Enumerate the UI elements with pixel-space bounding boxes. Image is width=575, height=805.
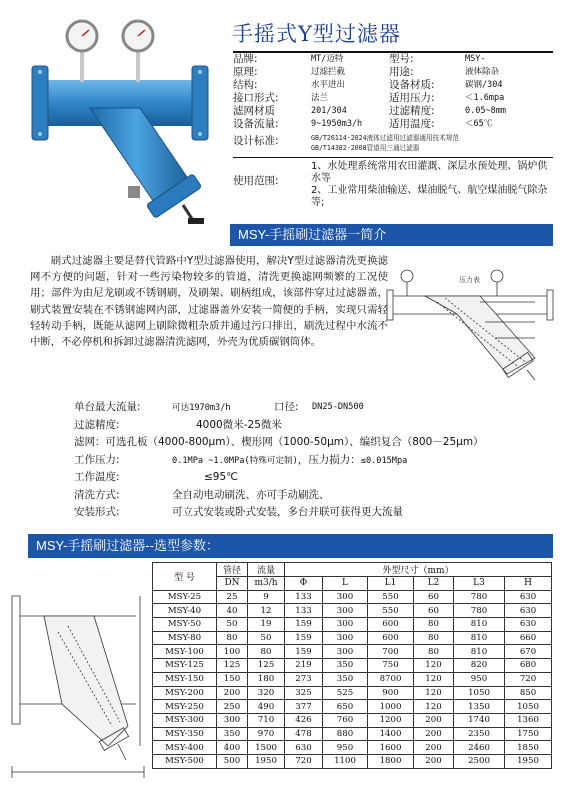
table-cell: 600 — [368, 618, 414, 632]
table-cell: 1200 — [368, 713, 414, 727]
table-cell-model: MSY-80 — [153, 631, 217, 645]
param-label: 单台最大流量: — [74, 401, 141, 413]
spec-label: 型号: — [389, 53, 414, 65]
table-cell-model: MSY-50 — [153, 618, 217, 632]
table-row — [153, 686, 552, 700]
param-label: 口径: — [274, 401, 299, 413]
table-cell: 400 — [217, 741, 248, 755]
table-cell: 350 — [323, 672, 368, 686]
param-row-precision — [74, 417, 544, 435]
param-value: ≤95℃ — [204, 471, 238, 483]
table-cell: 159 — [285, 645, 323, 659]
table-cell: 300 — [323, 631, 368, 645]
filter-dimension-diagram — [8, 576, 148, 782]
spec-value: 水平进出 — [311, 80, 346, 90]
selection-section-bar: MSY-手摇刷过滤器--选型参数： — [28, 534, 553, 558]
spec-rows — [233, 51, 553, 131]
param-row-install — [74, 504, 544, 522]
table-cell: 750 — [368, 659, 414, 673]
table-cell: 810 — [454, 645, 505, 659]
table-cell: 1350 — [454, 700, 505, 714]
spec-value: ＜1.6mpa — [465, 93, 505, 103]
table-cell: 1100 — [323, 754, 368, 768]
spec-row — [233, 118, 553, 131]
col-header-flow: 流量 — [248, 563, 285, 577]
table-cell: 525 — [323, 686, 368, 700]
table-cell: 300 — [323, 645, 368, 659]
col-header-l1: L1 — [368, 577, 414, 591]
table-cell-model: MSY-125 — [153, 659, 217, 673]
param-row-pressure — [74, 452, 544, 470]
table-cell: 950 — [454, 672, 505, 686]
table-cell: 1950 — [505, 754, 552, 768]
table-cell: 1950 — [248, 754, 285, 768]
spec-value: 法兰 — [311, 93, 329, 103]
table-cell: 630 — [285, 741, 323, 755]
param-row-temperature — [74, 469, 544, 487]
param-label: 清洗方式: — [74, 488, 120, 501]
table-cell: 490 — [248, 700, 285, 714]
param-value: 全自动电动刷洗、亦可手动刷洗、 — [172, 488, 330, 501]
table-cell-model: MSY-200 — [153, 686, 217, 700]
table-cell: 850 — [505, 686, 552, 700]
table-cell: 1050 — [454, 686, 505, 700]
table-cell: 2460 — [454, 741, 505, 755]
table-cell: 80 — [414, 618, 454, 632]
table-cell: 8700 — [368, 672, 414, 686]
table-cell: 60 — [414, 604, 454, 618]
col-header-l2: L2 — [414, 577, 454, 591]
table-row — [153, 741, 552, 755]
table-row — [153, 645, 552, 659]
table-cell: 133 — [285, 604, 323, 618]
table-row — [153, 727, 552, 741]
table-row — [153, 672, 552, 686]
table-cell: 670 — [505, 645, 552, 659]
param-value: DN25-DN500 — [312, 402, 364, 412]
table-cell: 900 — [368, 686, 414, 700]
table-cell: 219 — [285, 659, 323, 673]
col-header-dn: 管径 — [217, 563, 248, 577]
table-cell: 1050 — [505, 700, 552, 714]
table-cell: 710 — [248, 713, 285, 727]
filter-section-diagram — [385, 262, 555, 382]
table-cell: 250 — [217, 700, 248, 714]
spec-label: 过滤精度: — [389, 105, 435, 117]
col-header-h: H — [505, 577, 552, 591]
table-cell: 630 — [505, 590, 552, 604]
param-label: 工作压力: — [74, 453, 120, 466]
spec-label: 结构: — [233, 79, 258, 91]
param-row-flow — [74, 399, 544, 417]
spec-label: 适用温度: — [389, 118, 435, 130]
table-cell: 12 — [248, 604, 285, 618]
spec-value: 0.05~8mm — [465, 106, 506, 116]
table-cell: 300 — [217, 713, 248, 727]
col-header-l3: L3 — [454, 577, 505, 591]
param-row-mesh — [74, 434, 544, 452]
spec-scope-line: 1、水处理系统常用农田灌溉、深层水预处理、锅炉供水等 — [311, 161, 548, 184]
table-cell: 25 — [217, 590, 248, 604]
table-cell: 810 — [454, 631, 505, 645]
spec-value: 201/304 — [311, 106, 347, 116]
param-label: 工作温度: — [74, 471, 120, 483]
table-cell: 1500 — [248, 741, 285, 755]
table-row — [153, 590, 552, 604]
table-cell: 80 — [414, 631, 454, 645]
spec-label: 原理: — [233, 66, 258, 78]
table-cell: 320 — [248, 686, 285, 700]
table-cell: 9 — [248, 590, 285, 604]
param-label: ，压力损力： — [297, 453, 361, 466]
table-cell: 1850 — [505, 741, 552, 755]
spec-label: 品牌: — [233, 53, 258, 65]
table-row — [153, 700, 552, 714]
table-cell: 1400 — [368, 727, 414, 741]
table-cell: 700 — [368, 645, 414, 659]
spec-value: MT/迈特 — [311, 54, 344, 64]
param-label: 安装形式: — [74, 506, 120, 518]
table-row — [153, 618, 552, 632]
col-header-dimensions: 外型尺寸（mm） — [285, 563, 552, 577]
param-value: 4000微米-25微米 — [196, 418, 282, 431]
table-cell: 200 — [414, 741, 454, 755]
spec-scope-row — [233, 157, 553, 209]
table-row — [153, 631, 552, 645]
table-cell: 1000 — [368, 700, 414, 714]
table-cell: 300 — [323, 590, 368, 604]
table-cell: 660 — [505, 631, 552, 645]
table-cell: 1600 — [368, 741, 414, 755]
table-cell-model: MSY-500 — [153, 754, 217, 768]
table-cell: 80 — [217, 631, 248, 645]
parameter-list — [74, 399, 544, 522]
table-cell: 377 — [285, 700, 323, 714]
table-cell: 125 — [217, 659, 248, 673]
table-cell: 80 — [414, 645, 454, 659]
table-cell: 200 — [414, 727, 454, 741]
intro-section-bar: MSY-手摇刷过滤器一简介 — [230, 224, 553, 246]
table-cell: 50 — [248, 631, 285, 645]
spec-label: 设备流量: — [233, 118, 279, 130]
param-value: 0.1MPa ~1.0MPa(特殊可定制) — [172, 455, 298, 466]
table-cell: 780 — [454, 604, 505, 618]
spec-row — [233, 105, 553, 118]
col-header-phi: Φ — [285, 577, 323, 591]
table-cell: 120 — [414, 672, 454, 686]
col-subheader-dn: DN — [217, 577, 248, 591]
table-cell: 300 — [323, 604, 368, 618]
table-row — [153, 604, 552, 618]
spec-standard-line: GB/T26114-2024液体过滤用过滤器通用技术规范 — [311, 134, 459, 142]
table-cell: 300 — [323, 618, 368, 632]
table-cell: 120 — [414, 686, 454, 700]
table-cell: 273 — [285, 672, 323, 686]
diagram-label-pressure-gauge: 压力表 — [459, 276, 480, 284]
selection-table-body — [153, 590, 552, 768]
spec-table — [233, 51, 553, 209]
spec-label: 设备材质: — [389, 79, 435, 91]
table-cell: 630 — [505, 604, 552, 618]
table-cell: 650 — [323, 700, 368, 714]
spec-value: 碳钢/304 — [465, 80, 503, 90]
spec-row — [233, 92, 553, 105]
param-label: 过滤精度: — [74, 418, 120, 431]
col-header-model: 型 号 — [153, 563, 217, 591]
table-cell-model: MSY-150 — [153, 672, 217, 686]
table-cell-model: MSY-250 — [153, 700, 217, 714]
table-cell: 478 — [285, 727, 323, 741]
table-cell-model: MSY-40 — [153, 604, 217, 618]
table-cell-model: MSY-400 — [153, 741, 217, 755]
table-cell: 780 — [454, 590, 505, 604]
table-cell: 325 — [285, 686, 323, 700]
col-subheader-flow: m3/h — [248, 577, 285, 591]
table-cell: 680 — [505, 659, 552, 673]
table-cell: 159 — [285, 631, 323, 645]
product-photo — [18, 8, 218, 230]
table-cell: 760 — [323, 713, 368, 727]
table-cell: 200 — [414, 713, 454, 727]
param-value: ≤0.015Mpa — [360, 455, 408, 466]
table-cell: 350 — [217, 727, 248, 741]
intro-paragraph: 刷式过滤器主要是替代管路中Y型过滤器使用，解决Y型过滤器清洗更换滤网不方便的问题，针对一些污染物较多的管道，清洗更换滤网频繁的工况使用；部件为由尼龙刷或不锈钢刷，及刷架、刷柄组成，该部件穿过过滤器盖，刷式装置安装在不锈钢滤网内部，过滤器盖外安装一简便的手柄，实现只需轻轻转动手柄，既能从滤网上刷除微粗杂质并通过污口排出，刷洗过程中水流不中断，不必停机和拆卸过滤器清洗滤网，外壳为优质碳钢筒体。 — [30, 255, 388, 349]
selection-table — [152, 562, 551, 769]
table-cell: 1800 — [368, 754, 414, 768]
table-cell: 2500 — [454, 754, 505, 768]
table-cell: 500 — [217, 754, 248, 768]
table-cell: 180 — [248, 672, 285, 686]
table-cell: 50 — [217, 618, 248, 632]
table-cell: 150 — [217, 672, 248, 686]
document-title: 手摇式Y型过滤器 — [232, 22, 401, 46]
spec-label: 适用压力: — [389, 92, 435, 104]
table-cell: 550 — [368, 590, 414, 604]
table-cell: 120 — [414, 659, 454, 673]
table-cell: 19 — [248, 618, 285, 632]
table-cell: 133 — [285, 590, 323, 604]
table-cell: 2350 — [454, 727, 505, 741]
table-cell: 630 — [505, 618, 552, 632]
table-cell: 970 — [248, 727, 285, 741]
table-cell: 100 — [217, 645, 248, 659]
spec-value: 过滤拦截 — [311, 67, 346, 77]
table-cell: 80 — [248, 645, 285, 659]
spec-value: 9~1950m3/h — [311, 119, 363, 129]
table-cell: 350 — [323, 659, 368, 673]
param-value: 可立式安装或卧式安装，多台并联可获得更大流量 — [172, 506, 403, 518]
table-cell: 820 — [454, 659, 505, 673]
table-row — [153, 659, 552, 673]
spec-standard-row — [233, 133, 553, 153]
table-cell: 159 — [285, 618, 323, 632]
table-cell: 120 — [414, 700, 454, 714]
table-cell: 200 — [217, 686, 248, 700]
table-cell: 810 — [454, 618, 505, 632]
table-cell: 1740 — [454, 713, 505, 727]
spec-standard-line: GB/T14382-2008管道用三通过滤器 — [311, 144, 420, 152]
table-cell: 720 — [505, 672, 552, 686]
table-cell: 1360 — [505, 713, 552, 727]
table-row — [153, 713, 552, 727]
col-header-l: L — [323, 577, 368, 591]
spec-label: 滤网材质 — [233, 105, 275, 117]
spec-row — [233, 51, 553, 66]
spec-scope-line: 2、工业常用柴油输送、煤油脱气、航空煤油脱气除杂等; — [311, 185, 548, 208]
param-row-cleaning — [74, 487, 544, 505]
param-value: 滤网：可选孔板（4000-800μm）、楔形网（1000-50μm）、编织复合（800－25μm） — [74, 436, 484, 448]
table-cell: 950 — [323, 741, 368, 755]
spec-value: MSY- — [465, 54, 486, 64]
spec-label: 接口形式: — [233, 92, 279, 104]
table-cell: 200 — [414, 754, 454, 768]
param-value: 可达1970m3/h — [172, 403, 231, 413]
spec-label: 用途: — [389, 66, 414, 78]
table-cell-model: MSY-350 — [153, 727, 217, 741]
spec-standard-label: 设计标准: — [233, 135, 279, 147]
table-cell: 40 — [217, 604, 248, 618]
spec-value: ＜65℃ — [465, 119, 493, 129]
table-cell: 550 — [368, 604, 414, 618]
spec-value: 液体除杂 — [465, 67, 500, 77]
spec-scope-label: 使用范围: — [233, 175, 279, 187]
table-cell: 60 — [414, 590, 454, 604]
table-cell: 880 — [323, 727, 368, 741]
table-cell-model: MSY-300 — [153, 713, 217, 727]
spec-row — [233, 79, 553, 92]
table-cell: 1750 — [505, 727, 552, 741]
table-cell: 720 — [285, 754, 323, 768]
table-cell: 125 — [248, 659, 285, 673]
table-cell: 426 — [285, 713, 323, 727]
table-cell-model: MSY-25 — [153, 590, 217, 604]
table-cell: 600 — [368, 631, 414, 645]
table-cell-model: MSY-100 — [153, 645, 217, 659]
table-row — [153, 754, 552, 768]
spec-row — [233, 66, 553, 79]
